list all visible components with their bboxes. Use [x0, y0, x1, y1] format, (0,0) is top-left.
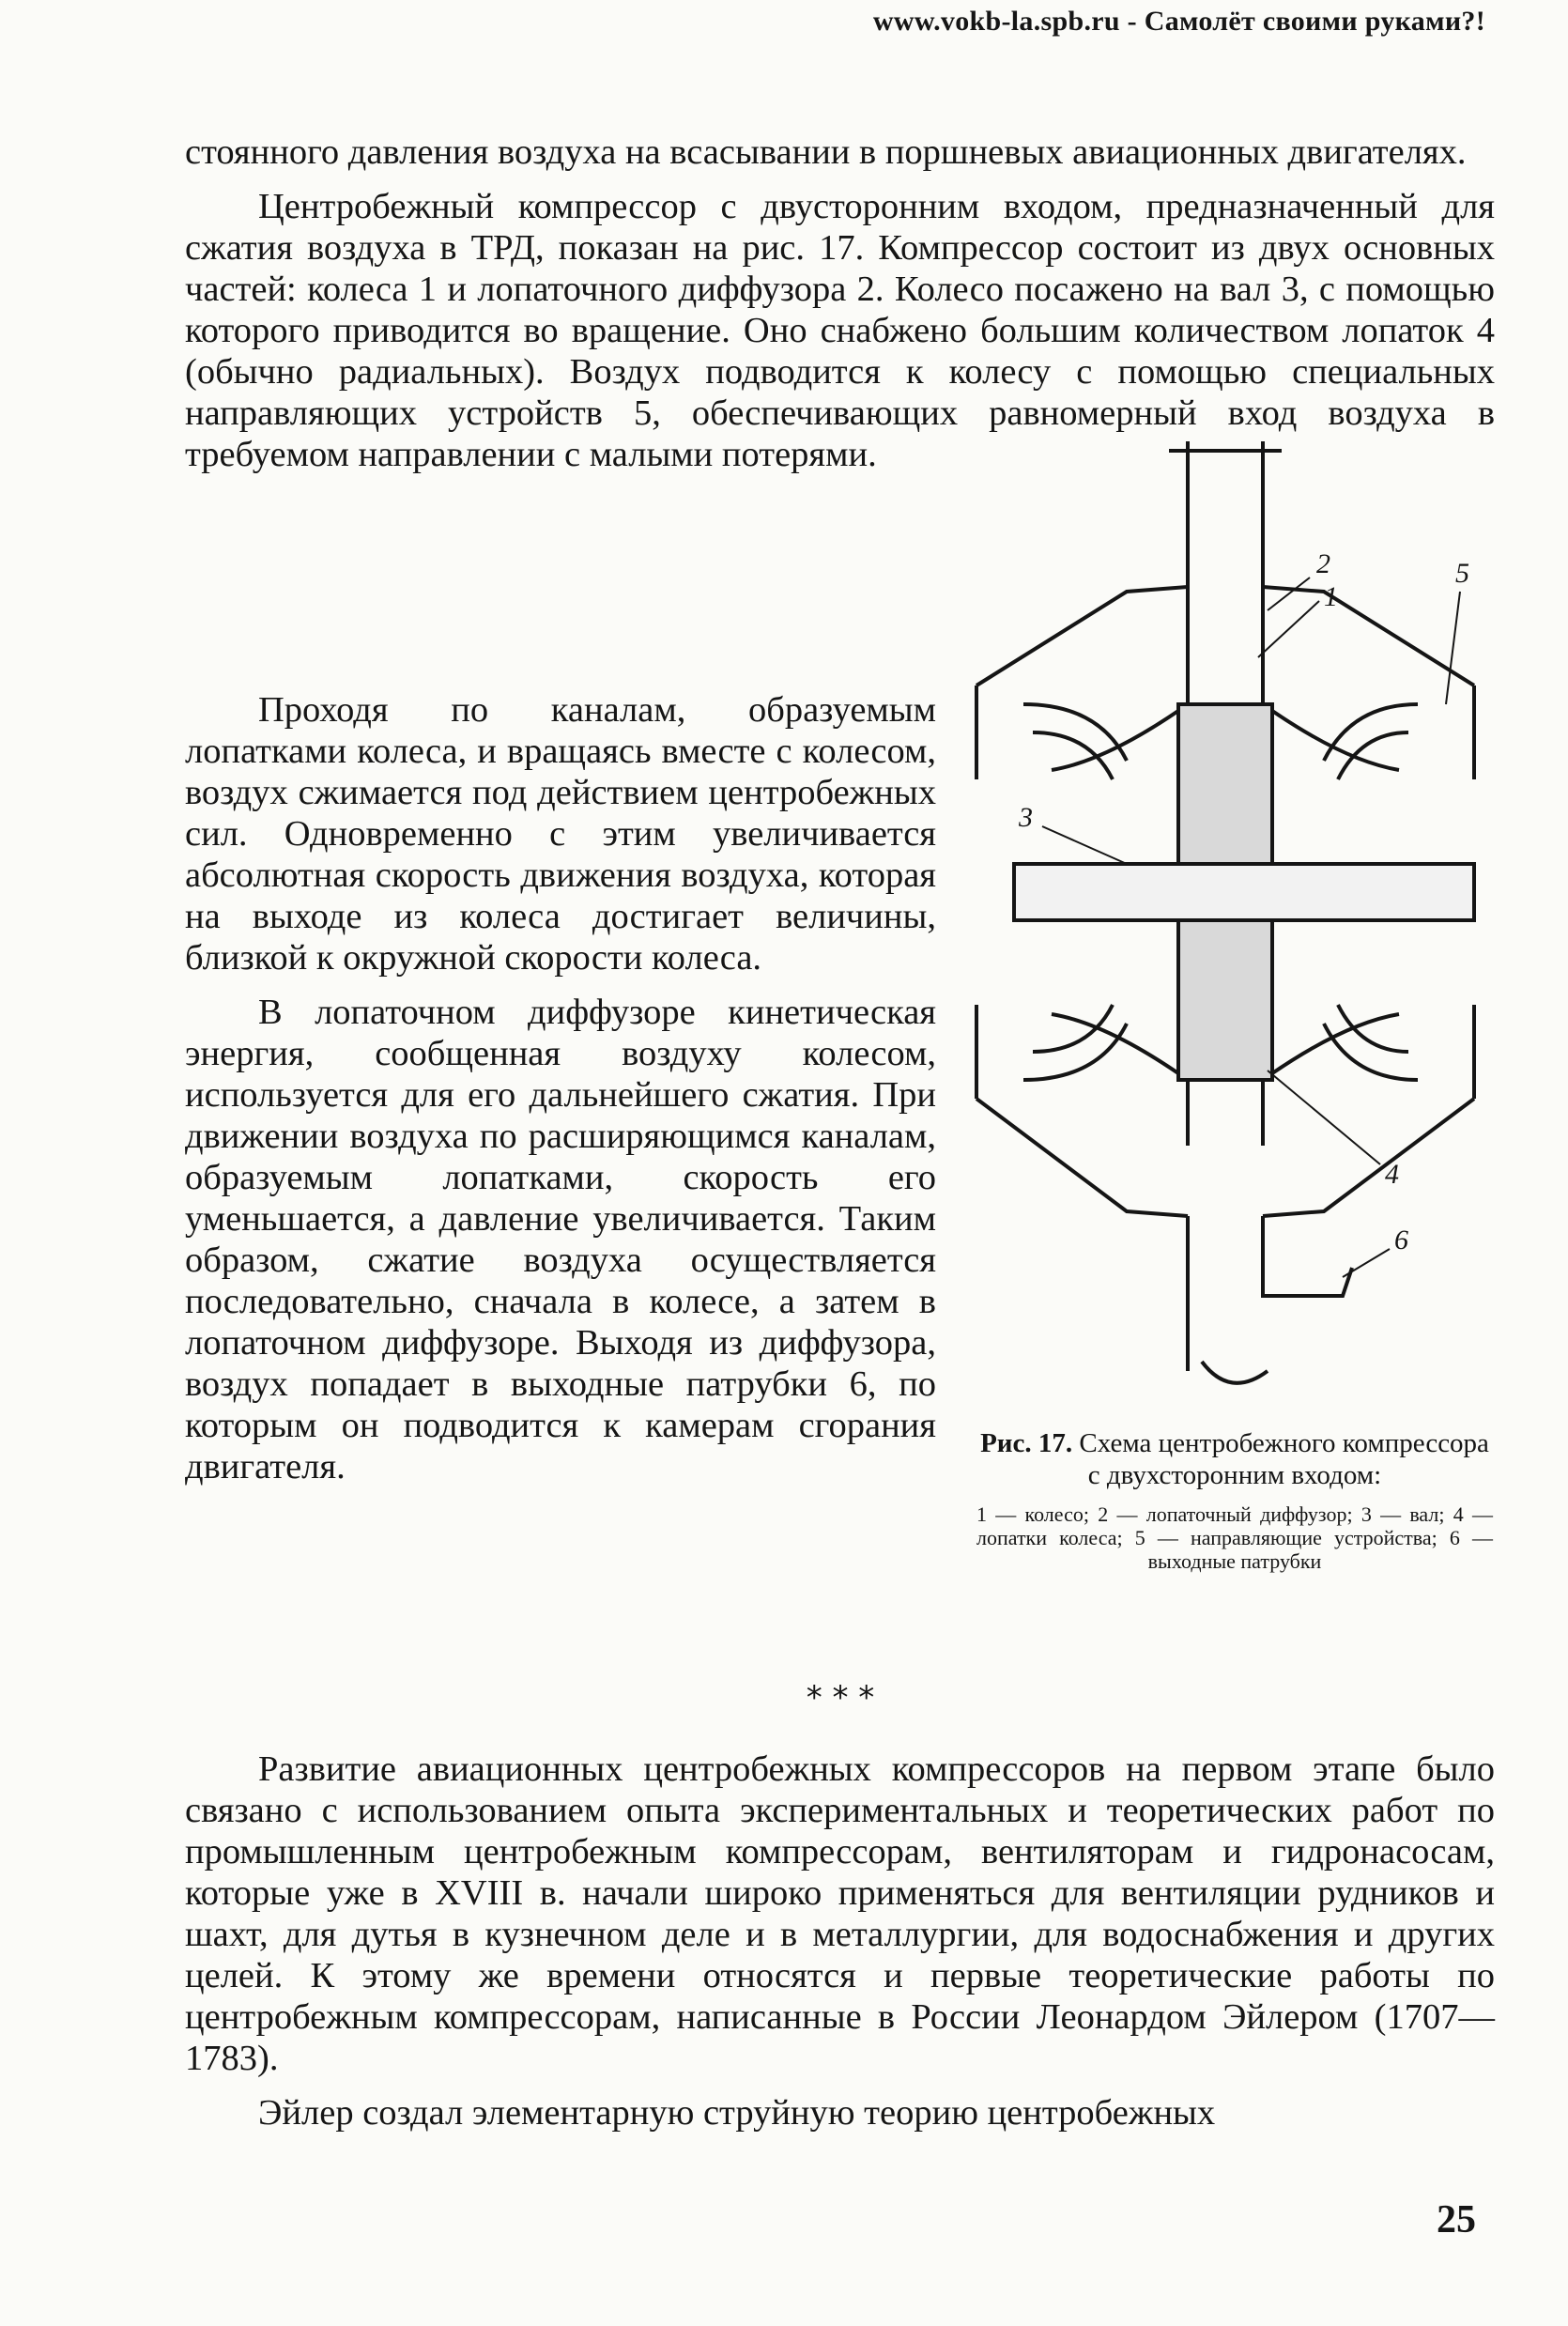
fig-label-1: 1 [1324, 581, 1338, 612]
text-column [185, 676, 936, 1487]
fig-label-6: 6 [1394, 1225, 1408, 1255]
paragraph-flow-channels: Проходя по каналам, образуемым лопатками колеса, и вращаясь вместе с колесом, воздух сжимается под действием центробежных сил. Одновременно с этим увеличивается абсолютная скорость движения воздуха, которая на выходе из колеса достигает величины, близкой к окружной скорости колеса. [185, 690, 936, 978]
section-separator: * * * [806, 1679, 875, 1717]
caption-label: Рис. 17. [980, 1428, 1073, 1458]
lower-casing [976, 1099, 1474, 1216]
fig-label-5: 5 [1455, 558, 1469, 589]
paragraph-euler: Эйлер создал элементарную струйную теорию центробежных [258, 2093, 1216, 2133]
figure-caption [976, 1427, 1493, 1573]
caption-title [976, 1427, 1493, 1491]
paragraph-history: Развитие авиационных центробежных компрессоров на первом этапе было связано с использованием опыта экспериментальных и теоретических работ по промышленным центробежным компрессорам, вентиляторам и гидронасосам, которые уже в XVIII в. начали широко применяться для вентиляции рудников и шахт, для дутья в кузнечном деле и в металлургии, для водоснабжения и других целей. К этому же времени относятся и первые теоретические работы по центробежным компрессорам, написанные в России Леонардом Эйлером (1707—1783). [185, 1749, 1495, 2078]
upper-casing [976, 587, 1474, 685]
shaft [1014, 864, 1474, 920]
caption-title-text: Схема центробежного компрессора с двухсторонним входом: [1079, 1428, 1489, 1490]
fig-label-2: 2 [1316, 548, 1330, 579]
compressor-figure [948, 423, 1512, 1409]
outlet-pipe [1188, 1216, 1352, 1371]
caption-legend: 1 — колесо; 2 — лопаточный диффузор; 3 — вал; 4 — лопатки колеса; 5 — направляющие устройства; 6 — выходные патрубки [976, 1502, 1493, 1573]
fig-label-4: 4 [1385, 1159, 1399, 1190]
compressor-diagram [948, 423, 1512, 1409]
paragraph-continued: стоянного давления воздуха на всасывании в поршневых авиационных двигателях. [185, 132, 1467, 172]
page-number: 25 [1437, 2198, 1476, 2241]
paragraph-diffuser: В лопаточном диффузоре кинетическая энергия, сообщенная воздуху колесом, используется для его дальнейшего сжатия. При движении воздуха по расширяющимся каналам, образуемым лопатками, скорость его уменьшается, а давление увеличивается. Таким образом, сжатие воздуха осуществляется последовательно, сначала в колесе, а затем в лопаточном диффузоре. Выходя из диффузора, воздух попадает в выходные патрубки 6, по которым он подводится к камерам сгорания двигателя. [185, 993, 936, 1486]
fig-label-3: 3 [1019, 802, 1033, 833]
paragraph-compressor-intro: Центробежный компрессор с двусторонним входом, предназначенный для сжатия воздуха в ТРД, показан на рис. 17. Компрессор состоит из двух основных частей: колеса 1 и лопаточного диффузора 2. Колесо посажено на вал 3, с помощью которого приводится во вращение. Оно снабжено большим количеством лопаток 4 (обычно радиальных). Воздух подводится к колесу с помощью специальных направляющих устройств 5, обеспечивающих равномерный вход воздуха в требуемом направлении с малыми потерями. [185, 187, 1495, 474]
text-block-bottom [185, 1748, 1495, 2133]
inlet-pipe [1169, 441, 1282, 639]
site-header: www.vokb-la.spb.ru - Самолёт своими руками?! [872, 6, 1485, 37]
